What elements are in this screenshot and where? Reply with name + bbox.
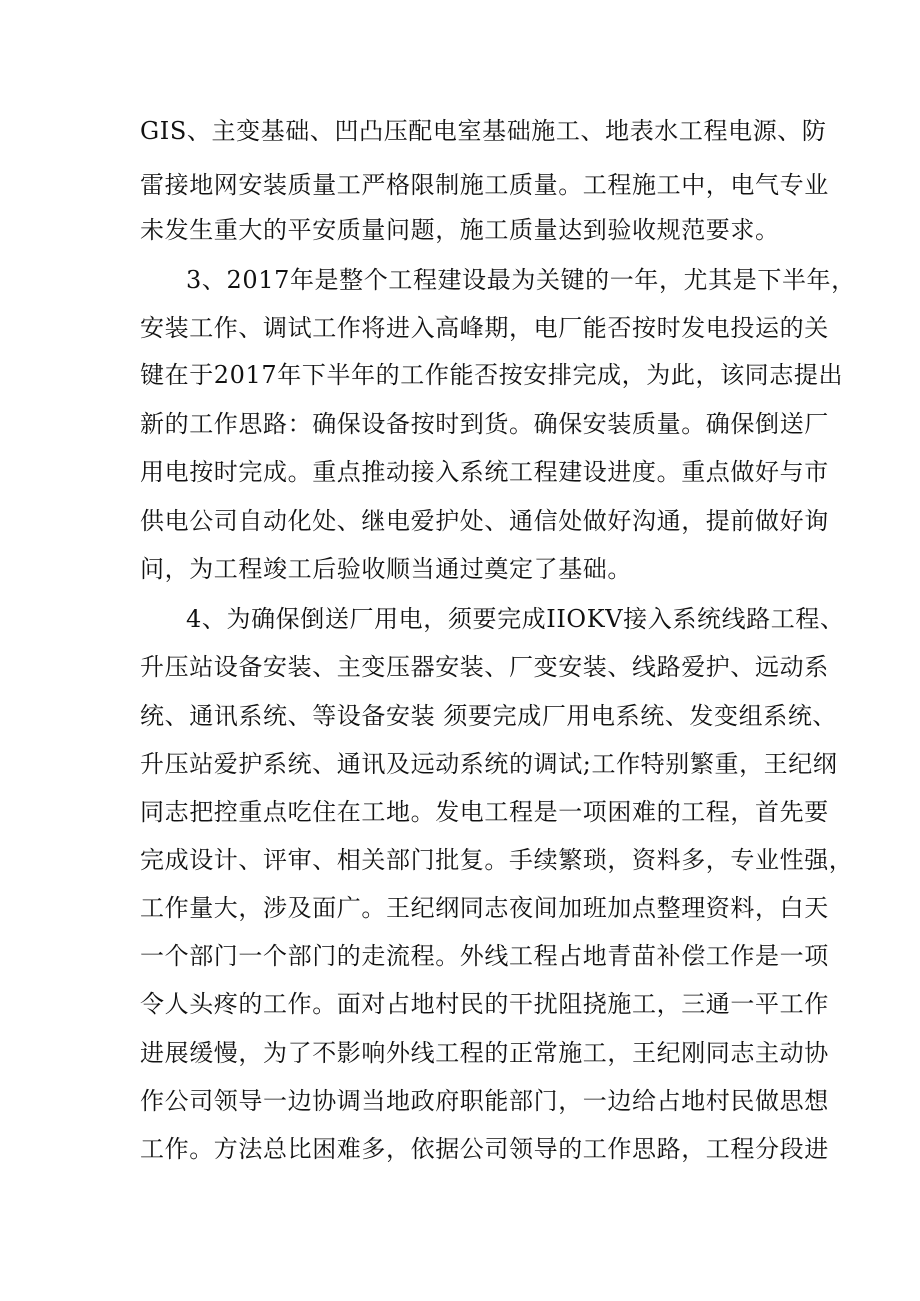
text-line: 作公司领导一边协调当地政府职能部门，一边给占地村民做思想 [140,1087,829,1115]
text-line: 3、2017年是整个工程建设最为关键的一年，尤其是下半年， [186,266,856,294]
text-line: 统、通讯系统、等设备安装 须要完成厂用电系统、发变组系统、 [140,702,838,730]
text-line: 进展缓慢，为了不影响外线工程的正常施工，王纪刚同志主动协 [140,1039,829,1067]
text-line: 完成设计、评审、相关部门批复。手续繁琐，资料多，专业性强， [140,846,854,874]
text-line: 工作量大，涉及面广。王纪纲同志夜间加班加点整理资料，白天 [140,894,829,922]
text-line: 工作。方法总比困难多，依据公司领导的工作思路，工程分段进 [140,1135,829,1163]
text-line: 同志把控重点吃住在工地。发电工程是一项困难的工程，首先要 [140,798,829,826]
text-line: GIS、主变基础、凹凸压配电室基础施工、地表水工程电源、防 [140,117,827,145]
text-line: 问，为工程竣工后验收顺当通过奠定了基础。 [140,555,632,583]
text-line: 雷接地网安装质量工严格限制施工质量。工程施工中，电气专业 [140,171,829,199]
text-line: 未发生重大的平安质量问题，施工质量达到验收规范要求。 [140,216,780,244]
text-line: 供电公司自动化处、继电爱护处、通信处做好沟通，提前做好询 [140,507,829,535]
text-line: 键在于2017年下半年的工作能否按安排完成，为此，该同志提出 [140,361,844,389]
text-line: 新的工作思路：确保设备按时到货。确保安装质量。确保倒送厂 [140,410,829,438]
text-line: 用电按时完成。重点推动接入系统工程建设进度。重点做好与市 [140,458,829,486]
text-line: 一个部门一个部门的走流程。外线工程占地青苗补偿工作是一项 [140,942,829,970]
text-line: 令人头疼的工作。面对占地村民的干扰阻挠施工，三通一平工作 [140,990,829,1018]
text-line: 升压站爱护系统、通讯及远动系统的调试;工作特别繁重，王纪纲 [140,750,838,778]
text-line: 升压站设备安装、主变压器安装、厂变安装、线路爱护、远动系 [140,653,829,681]
text-line: 安装工作、调试工作将进入高峰期，电厂能否按时发电投运的关 [140,314,829,342]
text-line: 4、为确保倒送厂用电，须要完成IIOKV接入系统线路工程、 [186,605,845,633]
